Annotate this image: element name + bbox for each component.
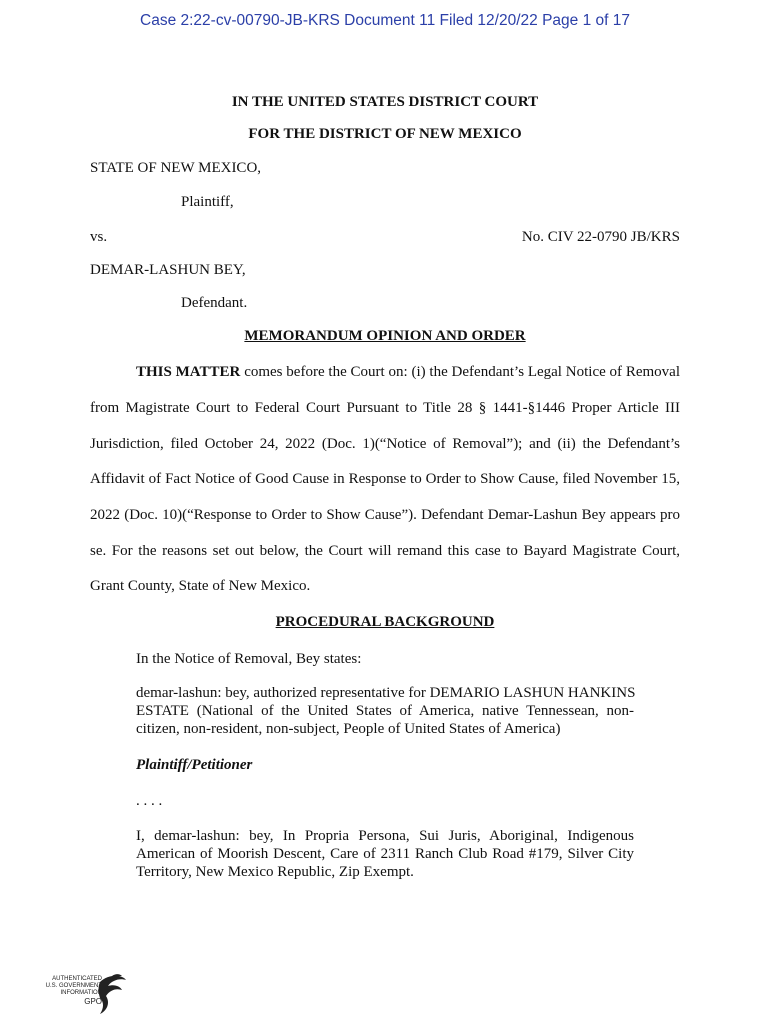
gpo-authentication-seal [42,972,132,1016]
case-number: No. CIV 22-0790 JB/KRS [521,229,680,245]
quote-label: Plaintiff/Petitioner [136,757,253,773]
intro-first-line [136,364,680,381]
quote-line: demar-lashun: bey, authorized representative for DEMARIO LASHUN HANKINS [136,685,636,701]
intro-line: Grant County, State of New Mexico. [90,578,311,594]
gpo-label: GPO [84,997,102,1006]
gpo-text-line: U.S. GOVERNMENT [45,983,102,989]
quote-line: citizen, non-resident, non-subject, People of United States of America) [136,721,561,737]
court-name-line1: IN THE UNITED STATES DISTRICT COURT [231,94,539,110]
plaintiff-role: Plaintiff, [181,194,234,210]
procedural-heading: PROCEDURAL BACKGROUND [275,614,495,630]
document-title: MEMORANDUM OPINION AND ORDER [244,328,526,344]
defendant-name: DEMAR-LASHUN BEY, [90,262,246,278]
quote-line: American of Moorish Descent, Care of 2311 Ranch Club Road #179, Silver City [136,846,634,862]
intro-line: 2022 (Doc. 10)(“Response to Order to Show Cause”). Defendant Demar-Lashun Bey appears pro [90,507,680,523]
intro-line: from Magistrate Court to Federal Court Pursuant to Title 28 § 1441-§1446 Proper Article III [90,400,680,416]
intro-line-1-rest: comes before the Court on: (i) the Defendant’s Legal Notice of Removal [240,364,681,380]
gpo-text-line: INFORMATION [60,990,102,996]
quote-line: ESTATE (National of the United States of America, native Tennessean, non- [136,703,634,719]
versus-label: vs. [90,229,108,245]
intro-line: Affidavit of Fact Notice of Good Cause in Response to Order to Show Cause, filed November 15, [90,471,680,487]
court-name-line2: FOR THE DISTRICT OF NEW MEXICO [248,126,522,142]
quote-ellipsis: . . . . [136,793,163,809]
intro-line: Jurisdiction, filed October 24, 2022 (Doc. 1)(“Notice of Removal”); and (ii) the Defendant’s [90,436,680,452]
quote-line: Territory, New Mexico Republic, Zip Exempt. [136,864,414,880]
quote-line: I, demar-lashun: bey, In Propria Persona, Sui Juris, Aboriginal, Indigenous [136,828,634,844]
intro-line: se. For the reasons set out below, the Court will remand this case to Bayard Magistrate Court, [90,543,680,559]
case-header-stamp: Case 2:22-cv-00790-JB-KRS Document 11 Filed 12/20/22 Page 1 of 17 [140,12,630,29]
plaintiff-name: STATE OF NEW MEXICO, [90,160,262,176]
defendant-role: Defendant. [181,295,248,311]
this-matter-lead: THIS MATTER [136,364,241,380]
procedural-intro: In the Notice of Removal, Bey states: [136,651,362,667]
gpo-text-line: AUTHENTICATED [52,976,102,982]
